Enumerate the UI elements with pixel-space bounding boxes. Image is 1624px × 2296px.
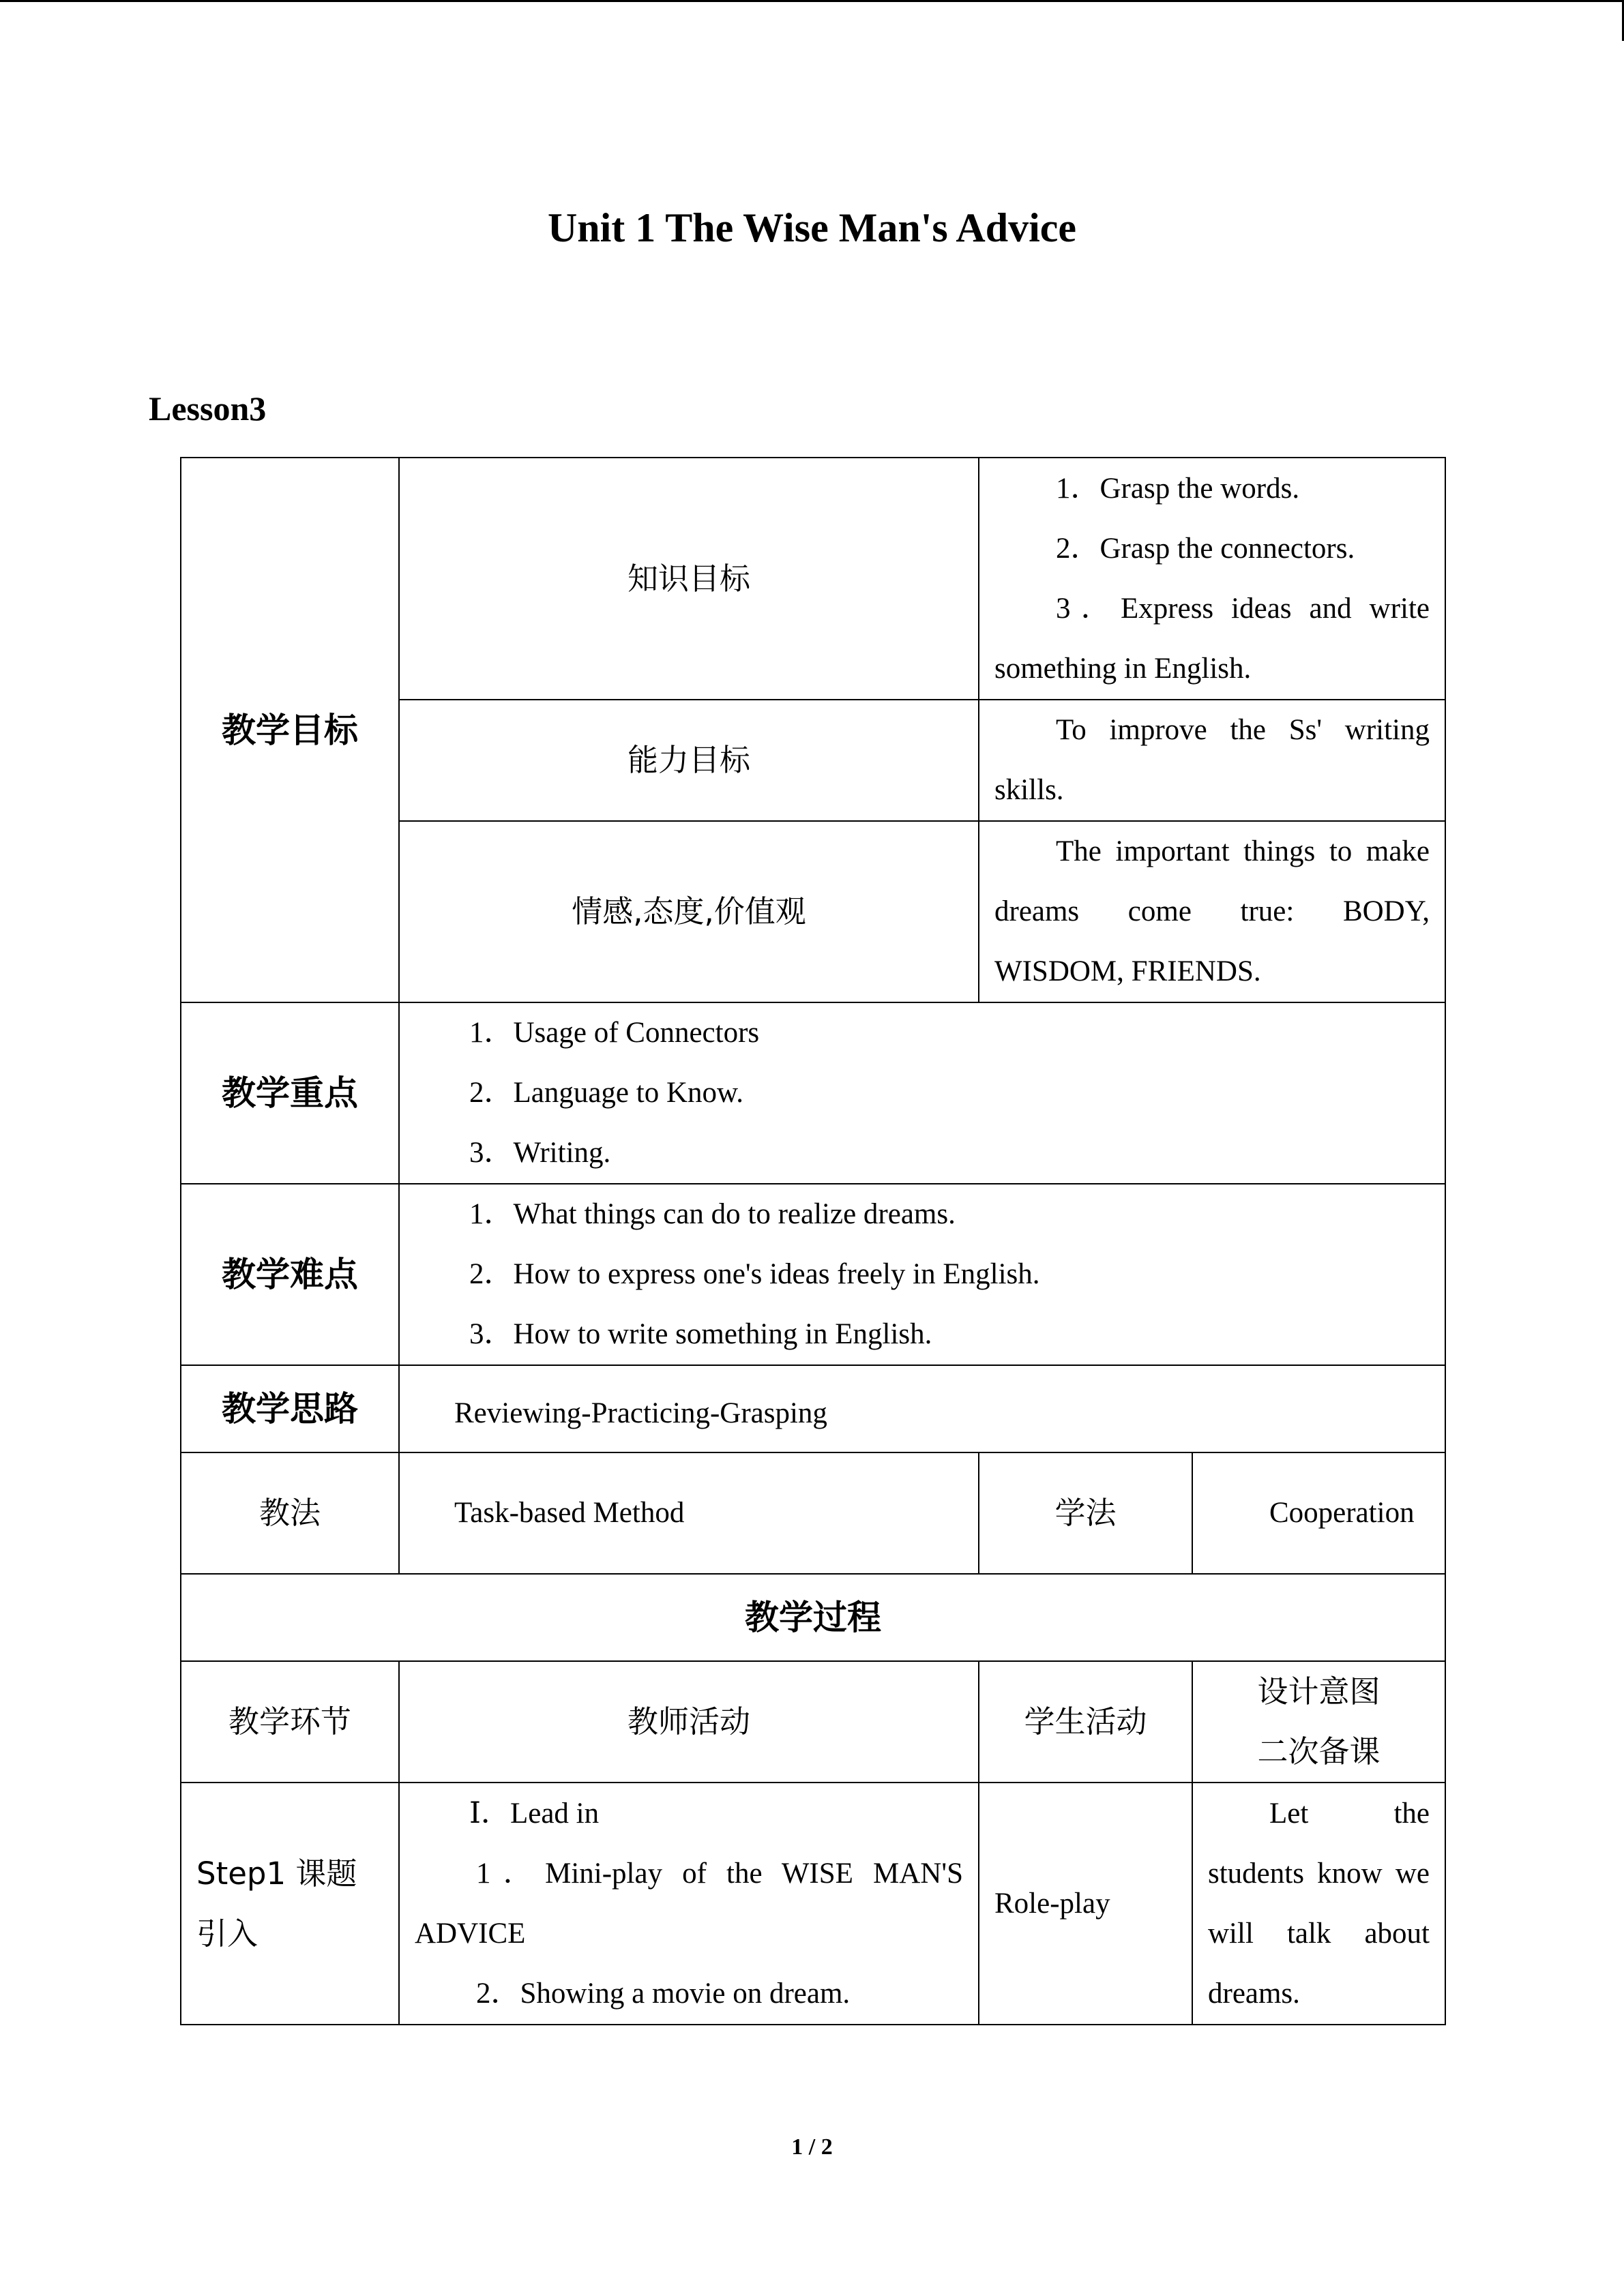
key-point-item: 3．Writing. — [469, 1137, 611, 1169]
step1-teacher-activity — [399, 1783, 979, 2025]
step1-design-intent: Let the students know we will talk about dreams. — [1192, 1783, 1445, 2025]
knowledge-goal-label: 知识目标 — [399, 458, 979, 700]
approach-label: 教学思路 — [181, 1365, 399, 1452]
knowledge-goal-item: 3．Express ideas and write something in English. — [994, 592, 1430, 685]
step1-stage: Step1 课题引入 — [181, 1783, 399, 2025]
process-title-row — [181, 1574, 1445, 1661]
process-header-row — [181, 1661, 1445, 1783]
key-points-label: 教学重点 — [181, 1002, 399, 1184]
key-point-item: 1．Usage of Connectors — [469, 1017, 760, 1049]
document-title: Unit 1 The Wise Man's Advice — [547, 205, 1077, 250]
methods-row — [181, 1452, 1445, 1574]
key-points-row — [181, 1002, 1445, 1184]
difficulty-item: 2．How to express one's ideas freely in English. — [469, 1258, 1040, 1290]
knowledge-goal-item: 1．Grasp the words. — [1056, 472, 1300, 505]
teacher-activity-item: Ⅰ．Lead in — [469, 1797, 600, 1830]
objectives-label: 教学目标 — [181, 458, 399, 1002]
column-header-student-activity: 学生活动 — [979, 1661, 1192, 1783]
lesson-heading: Lesson3 — [149, 389, 267, 428]
emotion-goal-content: The important things to make dreams come true: BODY, WISDOM, FRIENDS. — [979, 821, 1445, 1002]
key-point-item: 2．Language to Know. — [469, 1077, 744, 1109]
ability-goal-label: 能力目标 — [399, 700, 979, 821]
difficulties-label: 教学难点 — [181, 1184, 399, 1365]
column-header-stage: 教学环节 — [181, 1661, 399, 1783]
teaching-method-value: Task-based Method — [399, 1452, 979, 1574]
teacher-activity-item: 1．Mini-play of the WISE MAN'S ADVICE — [415, 1857, 963, 1950]
step1-student-activity: Role-play — [979, 1783, 1192, 2025]
top-border-line — [0, 0, 1624, 2]
difficulty-item: 3．How to write something in English. — [469, 1318, 932, 1350]
approach-row — [181, 1365, 1445, 1452]
page-number: 1 / 2 — [791, 2134, 833, 2160]
column-header-intent — [1192, 1661, 1445, 1783]
teacher-activity-item: 2．Showing a movie on dream. — [476, 1977, 851, 2010]
difficulties-row — [181, 1184, 1445, 1365]
learning-method-value: Cooperation — [1192, 1452, 1445, 1574]
column-header-intent-label: 设计意图 — [1257, 1673, 1381, 1710]
teaching-method-label: 教法 — [181, 1452, 399, 1574]
difficulty-item: 1．What things can do to realize dreams. — [469, 1198, 956, 1230]
emotion-goal-label: 情感,态度,价值观 — [399, 821, 979, 1002]
process-step-row — [181, 1783, 1445, 2025]
knowledge-goal-item: 2．Grasp the connectors. — [1056, 532, 1355, 565]
ability-goal-content: To improve the Ss' writing skills. — [979, 700, 1445, 821]
process-label: 教学过程 — [181, 1574, 1445, 1661]
approach-content: Reviewing-Practicing-Grasping — [399, 1365, 1445, 1452]
knowledge-goal-content — [979, 458, 1445, 700]
column-header-second-prep-label: 二次备课 — [1257, 1733, 1381, 1770]
lesson-plan-table — [180, 457, 1446, 2025]
learning-method-label: 学法 — [979, 1452, 1192, 1574]
column-header-teacher-activity: 教师活动 — [399, 1661, 979, 1783]
difficulties-content — [399, 1184, 1445, 1365]
key-points-content — [399, 1002, 1445, 1184]
objectives-knowledge-row — [181, 458, 1445, 700]
